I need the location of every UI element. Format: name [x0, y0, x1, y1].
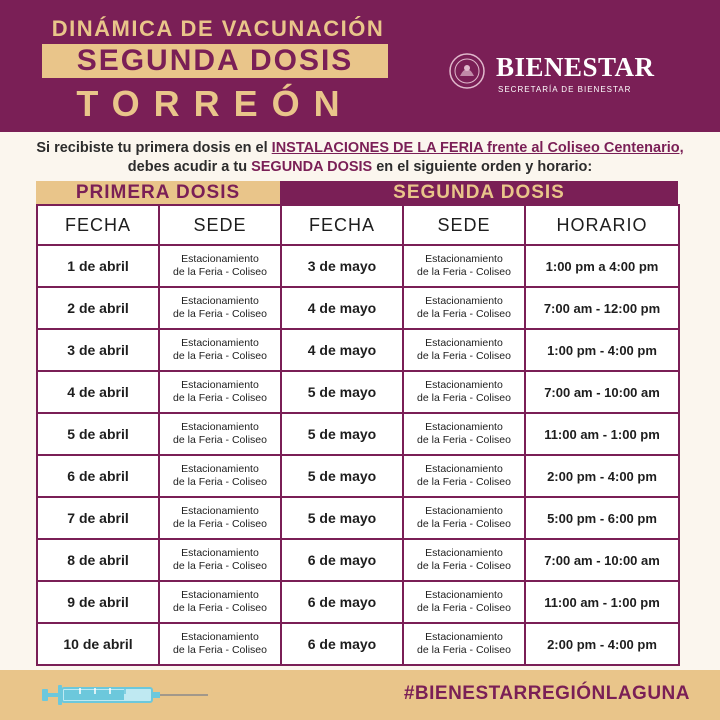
first-dose-site	[159, 413, 281, 455]
site-line1: Estacionamiento	[181, 421, 259, 433]
site-line2: de la Feria - Coliseo	[173, 644, 267, 656]
band-primera-dosis: PRIMERA DOSIS	[36, 181, 280, 204]
schedule-time: 7:00 am - 10:00 am	[525, 371, 679, 413]
table-row	[37, 413, 679, 455]
schedule-time: 11:00 am - 1:00 pm	[525, 413, 679, 455]
header-title-line1: DINÁMICA DE VACUNACIÓN	[51, 16, 385, 41]
site-line1: Estacionamiento	[425, 631, 503, 643]
site-line1: Estacionamiento	[181, 463, 259, 475]
header-title-line2: SEGUNDA DOSIS	[42, 44, 388, 78]
site-line2: de la Feria - Coliseo	[173, 308, 267, 320]
site-line2: de la Feria - Coliseo	[173, 434, 267, 446]
first-dose-date: 1 de abril	[37, 245, 159, 287]
table-row	[37, 497, 679, 539]
second-dose-date: 5 de mayo	[281, 455, 403, 497]
column-header-sede-primera: SEDE	[159, 205, 281, 245]
site-line2: de la Feria - Coliseo	[417, 560, 511, 572]
site-line2: de la Feria - Coliseo	[417, 308, 511, 320]
site-line1: Estacionamiento	[425, 295, 503, 307]
site-line1: Estacionamiento	[425, 463, 503, 475]
table-row	[37, 455, 679, 497]
site-line1: Estacionamiento	[425, 421, 503, 433]
site-line1: Estacionamiento	[425, 547, 503, 559]
first-dose-date: 10 de abril	[37, 623, 159, 665]
site-line2: de la Feria - Coliseo	[417, 434, 511, 446]
second-dose-date: 4 de mayo	[281, 287, 403, 329]
first-dose-site	[159, 581, 281, 623]
first-dose-site	[159, 329, 281, 371]
site-line2: de la Feria - Coliseo	[173, 476, 267, 488]
first-dose-site	[159, 539, 281, 581]
intro-highlight-dose: SEGUNDA DOSIS	[251, 159, 373, 175]
table-row	[37, 371, 679, 413]
second-dose-date: 6 de mayo	[281, 581, 403, 623]
second-dose-site	[403, 413, 525, 455]
column-header-horario: HORARIO	[525, 205, 679, 245]
first-dose-date: 4 de abril	[37, 371, 159, 413]
second-dose-site	[403, 581, 525, 623]
schedule-time: 5:00 pm - 6:00 pm	[525, 497, 679, 539]
site-line1: Estacionamiento	[425, 337, 503, 349]
schedule-time: 2:00 pm - 4:00 pm	[525, 623, 679, 665]
first-dose-site	[159, 497, 281, 539]
second-dose-site	[403, 329, 525, 371]
second-dose-date: 3 de mayo	[281, 245, 403, 287]
second-dose-date: 6 de mayo	[281, 539, 403, 581]
bienestar-logo	[448, 52, 688, 102]
site-line1: Estacionamiento	[425, 379, 503, 391]
column-header-fecha-primera: FECHA	[37, 205, 159, 245]
site-line1: Estacionamiento	[181, 589, 259, 601]
site-line2: de la Feria - Coliseo	[173, 392, 267, 404]
intro-highlight-location: INSTALACIONES DE LA FERIA frente al Coliseo Centenario,	[271, 140, 684, 156]
site-line2: de la Feria - Coliseo	[173, 266, 267, 278]
second-dose-site	[403, 623, 525, 665]
table-row	[37, 539, 679, 581]
second-dose-date: 4 de mayo	[281, 329, 403, 371]
first-dose-site	[159, 455, 281, 497]
first-dose-site	[159, 287, 281, 329]
schedule-time: 1:00 pm - 4:00 pm	[525, 329, 679, 371]
site-line2: de la Feria - Coliseo	[417, 602, 511, 614]
first-dose-date: 8 de abril	[37, 539, 159, 581]
second-dose-date: 5 de mayo	[281, 371, 403, 413]
schedule-time: 7:00 am - 12:00 pm	[525, 287, 679, 329]
schedule-time: 2:00 pm - 4:00 pm	[525, 455, 679, 497]
footer-bar	[0, 670, 720, 720]
site-line1: Estacionamiento	[181, 337, 259, 349]
site-line2: de la Feria - Coliseo	[173, 602, 267, 614]
brand-name: BIENESTAR	[496, 52, 655, 82]
column-header-sede-segunda: SEDE	[403, 205, 525, 245]
second-dose-date: 5 de mayo	[281, 413, 403, 455]
site-line1: Estacionamiento	[181, 631, 259, 643]
site-line1: Estacionamiento	[181, 379, 259, 391]
second-dose-site	[403, 455, 525, 497]
second-dose-date: 6 de mayo	[281, 623, 403, 665]
first-dose-date: 3 de abril	[37, 329, 159, 371]
site-line2: de la Feria - Coliseo	[417, 392, 511, 404]
site-line2: de la Feria - Coliseo	[417, 476, 511, 488]
syringe-icon	[40, 680, 220, 710]
first-dose-date: 6 de abril	[37, 455, 159, 497]
first-dose-date: 9 de abril	[37, 581, 159, 623]
site-line1: Estacionamiento	[425, 589, 503, 601]
schedule-time: 7:00 am - 10:00 am	[525, 539, 679, 581]
header-title-line3: TORREÓN	[76, 83, 354, 124]
site-line2: de la Feria - Coliseo	[173, 518, 267, 530]
schedule-time: 1:00 pm a 4:00 pm	[525, 245, 679, 287]
band-segunda-dosis: SEGUNDA DOSIS	[280, 181, 678, 204]
first-dose-site	[159, 245, 281, 287]
first-dose-date: 5 de abril	[37, 413, 159, 455]
schedule-time: 11:00 am - 1:00 pm	[525, 581, 679, 623]
brand-subtitle: SECRETARÍA DE BIENESTAR	[498, 85, 632, 94]
site-line1: Estacionamiento	[425, 253, 503, 265]
intro-part3: en el siguiente orden y horario:	[372, 159, 593, 175]
table-row	[37, 329, 679, 371]
first-dose-site	[159, 623, 281, 665]
first-dose-date: 2 de abril	[37, 287, 159, 329]
table-header-row	[37, 205, 679, 245]
intro-part2: debes acudir a tu	[127, 159, 252, 175]
site-line2: de la Feria - Coliseo	[417, 350, 511, 362]
site-line1: Estacionamiento	[181, 505, 259, 517]
table-body	[37, 245, 679, 665]
intro-part1: Si recibiste tu primera dosis en el	[36, 140, 272, 156]
table-row	[37, 581, 679, 623]
table-row	[37, 623, 679, 665]
header-banner	[0, 0, 720, 132]
site-line1: Estacionamiento	[181, 253, 259, 265]
site-line1: Estacionamiento	[181, 547, 259, 559]
second-dose-site	[403, 287, 525, 329]
second-dose-site	[403, 245, 525, 287]
second-dose-site	[403, 497, 525, 539]
schedule-table	[36, 204, 680, 666]
site-line1: Estacionamiento	[425, 505, 503, 517]
site-line2: de la Feria - Coliseo	[417, 266, 511, 278]
second-dose-date: 5 de mayo	[281, 497, 403, 539]
second-dose-site	[403, 371, 525, 413]
site-line2: de la Feria - Coliseo	[417, 644, 511, 656]
site-line2: de la Feria - Coliseo	[417, 518, 511, 530]
column-header-fecha-segunda: FECHA	[281, 205, 403, 245]
site-line2: de la Feria - Coliseo	[173, 350, 267, 362]
hashtag: #BIENESTARREGIÓNLAGUNA	[403, 683, 690, 704]
first-dose-date: 7 de abril	[37, 497, 159, 539]
first-dose-site	[159, 371, 281, 413]
seal-icon	[448, 52, 486, 90]
second-dose-site	[403, 539, 525, 581]
intro-text	[30, 139, 690, 177]
site-line2: de la Feria - Coliseo	[173, 560, 267, 572]
table-row	[37, 245, 679, 287]
site-line1: Estacionamiento	[181, 295, 259, 307]
table-row	[37, 287, 679, 329]
